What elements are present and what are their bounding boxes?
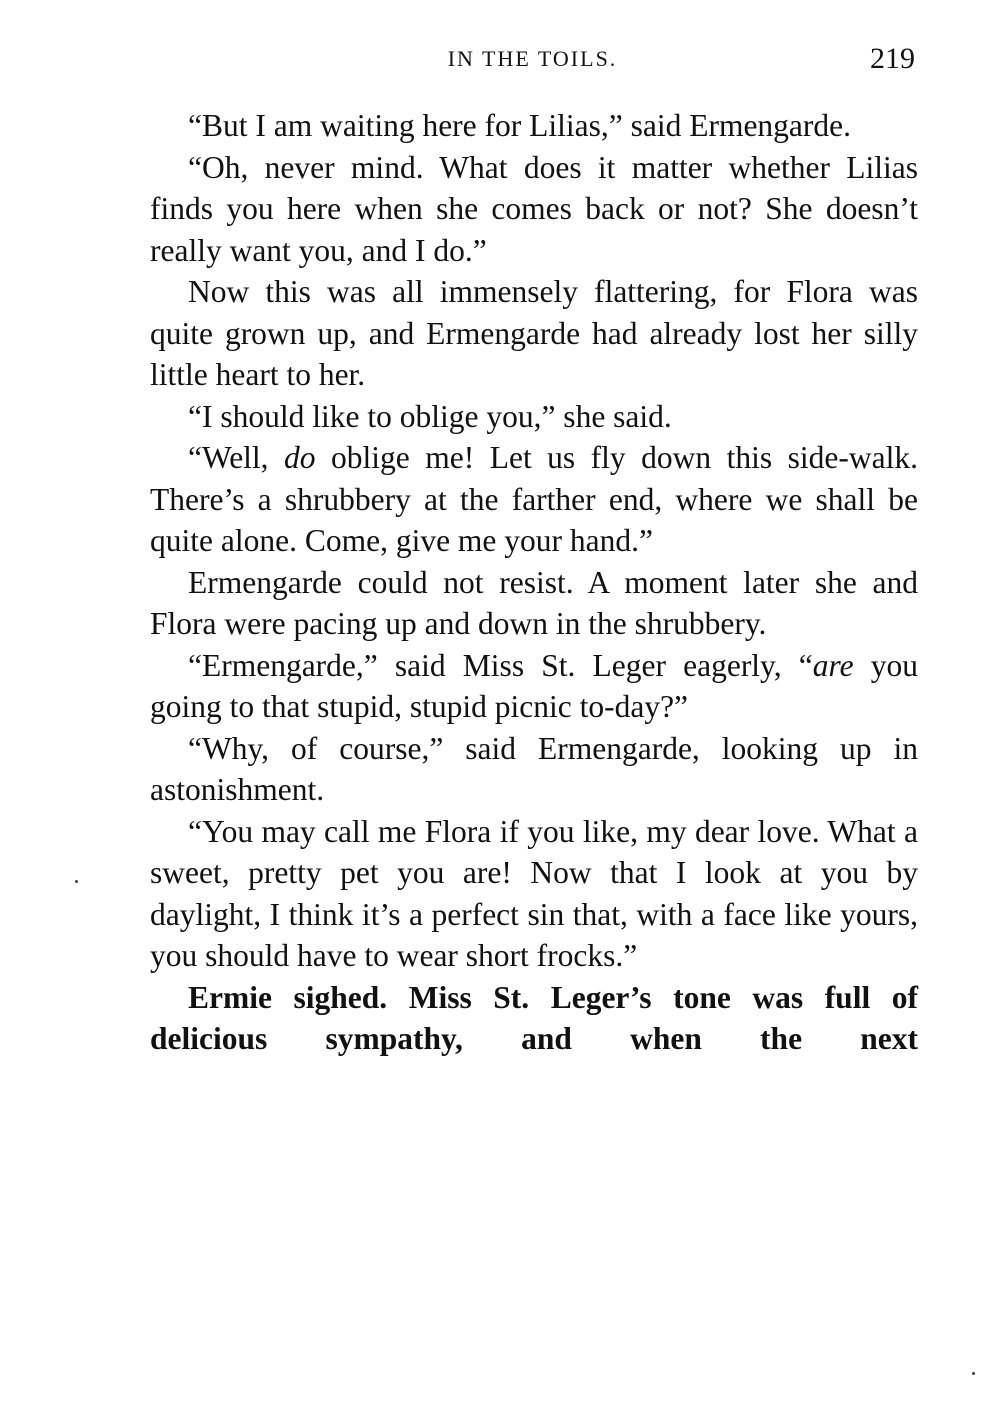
- paragraph-4: “I should like to oblige you,” she said.: [188, 398, 672, 434]
- paragraph-7-end: you going to that stupid, stupid picnic to-day?”: [150, 647, 919, 724]
- paragraph-7: [150, 645, 918, 728]
- paragraph-3: Now this was all immensely flattering, for Flora was quite grown up, and Ermengarde had already lost her silly little heart to her.: [150, 274, 918, 392]
- paragraph-8: “Why, of course,” said Ermengarde, looking up in astonishment.: [150, 730, 918, 807]
- stray-ink-dot: [972, 1372, 975, 1375]
- paragraph-2: “Oh, never mind. What does it matter whether Lilias finds you here when she comes back or not? She doesn’t really want you, and I do.”: [150, 149, 918, 268]
- paragraph-7-emphasis: are: [812, 647, 854, 683]
- paragraph-5-end: oblige me! Let us fly down this side-walk. There’s a shrubbery at the farther end, where we shall be quite alone. Come, give me your hand.”: [150, 440, 918, 558]
- running-title: IN THE TOILS.: [447, 46, 618, 71]
- paragraph-5: [150, 437, 918, 562]
- paragraph-10: Ermie sighed. Miss St. Leger’s tone was full of delicious sympathy, and when the next: [150, 979, 918, 1056]
- paragraph-7-start: “Ermengarde,” said Miss St. Leger eagerly, “: [188, 647, 813, 683]
- page-number: 219: [870, 42, 915, 75]
- paragraph-1: “But I am waiting here for Lilias,” said Ermengarde.: [188, 108, 852, 143]
- paragraph-5-emphasis: do: [284, 440, 316, 475]
- body-text: [150, 105, 918, 1060]
- stray-ink-dot: [75, 880, 78, 883]
- paragraph-5-start: “Well,: [188, 440, 285, 475]
- running-head: [150, 42, 915, 76]
- paragraph-9: “You may call me Flora if you like, my dear love. What a sweet, pretty pet you are! Now that I look at you by daylight, I think it’s a perfect sin that, with a face like yours, you should have to wear short frocks.”: [150, 813, 918, 973]
- paragraph-6: Ermengarde could not resist. A moment later she and Flora were pacing up and down in the shrubbery.: [150, 564, 918, 641]
